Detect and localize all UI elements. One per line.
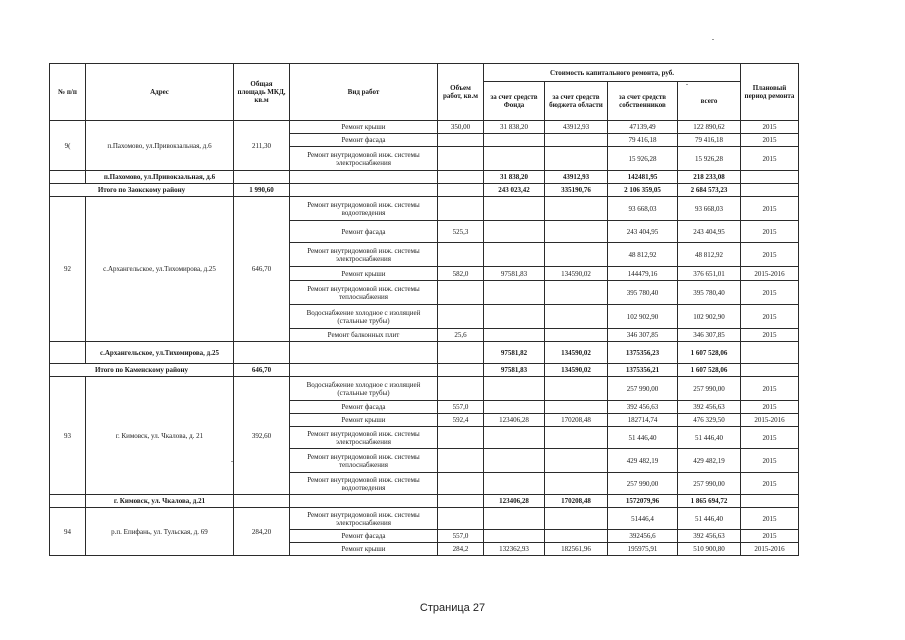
group-num: 94	[50, 508, 86, 556]
work-type: Ремонт фасада	[290, 221, 438, 243]
cost-owners: 1375356,23	[608, 342, 678, 364]
subtotal-address: с.Архангельское, ул.Тихомирова, д.25	[86, 342, 234, 364]
group-address: р.п. Епифань, ул. Тульская, д. 69	[86, 508, 234, 556]
work-type: Водоснабжение холодное с изоляцией (стальные трубы)	[290, 377, 438, 401]
blank-cell	[438, 184, 484, 197]
period: 2015	[741, 305, 799, 329]
cost-fund	[484, 530, 545, 543]
header-total: всего	[678, 82, 741, 121]
cost-region: 182561,96	[545, 543, 608, 556]
work-type: Ремонт внутридомовой инж. системы электроснабжения	[290, 508, 438, 530]
cost-fund	[484, 401, 545, 414]
volume	[438, 147, 484, 171]
blank-cell	[438, 171, 484, 184]
work-type: Ремонт крыши	[290, 543, 438, 556]
header-cost-group: Стоимость капитального ремонта, руб.	[484, 64, 741, 82]
cost-region	[545, 221, 608, 243]
blank-cell	[234, 342, 290, 364]
period: 2015-2016	[741, 267, 799, 281]
cost-total: 1 607 528,06	[678, 364, 741, 377]
cost-owners: 93 668,03	[608, 197, 678, 221]
group-address: с.Архангельское, ул.Тихомирова, д.25	[86, 197, 234, 342]
group-area: 284,20	[234, 508, 290, 556]
cost-region: 170208,48	[545, 495, 608, 508]
blank-cell	[741, 171, 799, 184]
cost-total: 1 865 694,72	[678, 495, 741, 508]
scan-speck	[712, 39, 714, 40]
cost-fund	[484, 281, 545, 305]
subtotal-row	[50, 495, 799, 508]
blank-cell	[234, 495, 290, 508]
page-number: Страница 27	[419, 602, 486, 614]
cost-owners: 15 926,28	[608, 147, 678, 171]
cost-fund: 97581,83	[484, 364, 545, 377]
district-area: 646,70	[234, 364, 290, 377]
cost-total: 2 684 573,23	[678, 184, 741, 197]
work-type: Ремонт внутридомовой инж. системы электроснабжения	[290, 427, 438, 449]
work-type: Ремонт фасада	[290, 134, 438, 147]
district-total-label: Итого по Заокскому району	[50, 184, 234, 197]
cost-total: 51 446,40	[678, 508, 741, 530]
cost-fund	[484, 377, 545, 401]
table-row	[50, 121, 799, 134]
header-owners: за счет средств собственников	[608, 82, 678, 121]
cost-owners: 2 106 359,05	[608, 184, 678, 197]
blank-cell	[741, 364, 799, 377]
cost-region	[545, 449, 608, 473]
header-region-budget: за счет средств бюджета области	[545, 82, 608, 121]
scan-speck	[231, 461, 233, 462]
cost-total: 257 990,00	[678, 377, 741, 401]
cost-region	[545, 401, 608, 414]
work-type: Ремонт внутридомовой инж. системы теплоснабжения	[290, 449, 438, 473]
table-row	[50, 377, 799, 401]
period: 2015	[741, 530, 799, 543]
group-address: г. Кимовск, ул. Чкалова, д. 21	[86, 377, 234, 495]
cost-region: 43912,93	[545, 121, 608, 134]
header-area: Общая площадь МКД, кв.м	[234, 64, 290, 121]
group-address: п.Пахомово, ул.Привокзальная, д.6	[86, 121, 234, 171]
cost-fund	[484, 147, 545, 171]
cost-total: 346 307,85	[678, 329, 741, 342]
cost-owners: 47139,49	[608, 121, 678, 134]
header-period: Плановый период ремонта	[741, 64, 799, 121]
period: 2015-2016	[741, 414, 799, 427]
work-type: Ремонт внутридомовой инж. системы водоотведения	[290, 473, 438, 495]
work-type: Ремонт фасада	[290, 401, 438, 414]
num-blank	[50, 342, 86, 364]
cost-total: 257 990,00	[678, 473, 741, 495]
cost-owners: 257 990,00	[608, 473, 678, 495]
cost-fund	[484, 134, 545, 147]
cost-total: 122 890,62	[678, 121, 741, 134]
district-total-label: Итого по Каменскому району	[50, 364, 234, 377]
period: 2015	[741, 134, 799, 147]
volume	[438, 449, 484, 473]
work-type: Ремонт балконных плит	[290, 329, 438, 342]
district-total-row	[50, 364, 799, 377]
subtotal-address: г. Кимовск, ул. Чкалова, д.21	[86, 495, 234, 508]
cost-total: 102 902,90	[678, 305, 741, 329]
cost-region	[545, 305, 608, 329]
volume: 557,0	[438, 401, 484, 414]
cost-region: 134590,02	[545, 342, 608, 364]
cost-total: 79 416,18	[678, 134, 741, 147]
cost-total: 392 456,63	[678, 401, 741, 414]
volume	[438, 243, 484, 267]
cost-owners: 144479,16	[608, 267, 678, 281]
subtotal-row	[50, 342, 799, 364]
volume: 25,6	[438, 329, 484, 342]
header-address: Адрес	[86, 64, 234, 121]
work-type: Ремонт фасада	[290, 530, 438, 543]
cost-region	[545, 427, 608, 449]
period: 2015-2016	[741, 543, 799, 556]
cost-region	[545, 530, 608, 543]
cost-owners: 195975,91	[608, 543, 678, 556]
blank-cell	[290, 184, 438, 197]
cost-owners: 392 456,63	[608, 401, 678, 414]
volume: 592,4	[438, 414, 484, 427]
cost-fund: 97581,82	[484, 342, 545, 364]
cost-region	[545, 508, 608, 530]
cost-owners: 51 446,40	[608, 427, 678, 449]
period: 2015	[741, 121, 799, 134]
cost-fund: 31 838,20	[484, 121, 545, 134]
period: 2015	[741, 329, 799, 342]
blank-cell	[290, 171, 438, 184]
cost-region	[545, 147, 608, 171]
period: 2015	[741, 147, 799, 171]
volume	[438, 473, 484, 495]
cost-total: 48 812,92	[678, 243, 741, 267]
cost-owners: 346 307,85	[608, 329, 678, 342]
cost-owners: 429 482,19	[608, 449, 678, 473]
blank-cell	[234, 171, 290, 184]
volume: 284,2	[438, 543, 484, 556]
cost-fund: 123406,28	[484, 495, 545, 508]
cost-region	[545, 281, 608, 305]
cost-fund: 31 838,20	[484, 171, 545, 184]
cost-owners: 1375356,21	[608, 364, 678, 377]
cost-owners: 142481,95	[608, 171, 678, 184]
cost-region: 134590,02	[545, 364, 608, 377]
cost-fund	[484, 508, 545, 530]
volume	[438, 427, 484, 449]
table-row	[50, 508, 799, 530]
cost-region	[545, 473, 608, 495]
subtotal-row	[50, 171, 799, 184]
cost-region	[545, 243, 608, 267]
cost-owners: 182714,74	[608, 414, 678, 427]
blank-cell	[741, 184, 799, 197]
volume	[438, 305, 484, 329]
cost-region	[545, 197, 608, 221]
group-num: 9(	[50, 121, 86, 171]
period: 2015	[741, 401, 799, 414]
cost-region: 43912,93	[545, 171, 608, 184]
blank-cell	[741, 495, 799, 508]
group-num: 93	[50, 377, 86, 495]
work-type: Ремонт внутридомовой инж. системы теплоснабжения	[290, 281, 438, 305]
blank-cell	[290, 364, 438, 377]
header-work-type: Вид работ	[290, 64, 438, 121]
cost-total: 429 482,19	[678, 449, 741, 473]
period: 2015	[741, 281, 799, 305]
cost-total: 1 607 528,06	[678, 342, 741, 364]
blank-cell	[741, 342, 799, 364]
table-row	[50, 197, 799, 221]
cost-total: 510 900,80	[678, 543, 741, 556]
blank-cell	[290, 495, 438, 508]
district-total-row	[50, 184, 799, 197]
work-type: Ремонт крыши	[290, 267, 438, 281]
period: 2015	[741, 221, 799, 243]
header-fund: за счет средств Фонда	[484, 82, 545, 121]
cost-total: 243 404,95	[678, 221, 741, 243]
cost-region: 170208,48	[545, 414, 608, 427]
subtotal-address: п.Пахомово, ул.Привокзальная, д.6	[86, 171, 234, 184]
group-area: 211,30	[234, 121, 290, 171]
work-type: Ремонт внутридомовой инж. системы электроснабжения	[290, 147, 438, 171]
cost-fund: 243 023,42	[484, 184, 545, 197]
volume	[438, 197, 484, 221]
volume	[438, 281, 484, 305]
group-area: 646,70	[234, 197, 290, 342]
blank-cell	[438, 342, 484, 364]
cost-total: 93 668,03	[678, 197, 741, 221]
cost-region: 335190,76	[545, 184, 608, 197]
cost-owners: 102 902,90	[608, 305, 678, 329]
work-type: Ремонт внутридомовой инж. системы электроснабжения	[290, 243, 438, 267]
volume	[438, 377, 484, 401]
cost-fund: 123406,28	[484, 414, 545, 427]
cost-owners: 392456,6	[608, 530, 678, 543]
volume: 350,00	[438, 121, 484, 134]
cost-fund: 97581,83	[484, 267, 545, 281]
volume: 582,0	[438, 267, 484, 281]
period: 2015	[741, 377, 799, 401]
work-type: Ремонт внутридомовой инж. системы водоотведения	[290, 197, 438, 221]
cost-fund	[484, 243, 545, 267]
period: 2015	[741, 197, 799, 221]
period: 2015	[741, 243, 799, 267]
volume	[438, 508, 484, 530]
period: 2015	[741, 427, 799, 449]
capital-repair-table	[49, 63, 799, 556]
period: 2015	[741, 449, 799, 473]
cost-region	[545, 329, 608, 342]
volume	[438, 134, 484, 147]
cost-total: 376 651,01	[678, 267, 741, 281]
cost-fund	[484, 473, 545, 495]
header-volume: Объем работ, кв.м	[438, 64, 484, 121]
volume: 557,0	[438, 530, 484, 543]
cost-owners: 257 990,00	[608, 377, 678, 401]
cost-fund	[484, 197, 545, 221]
work-type: Ремонт крыши	[290, 414, 438, 427]
cost-region: 134590,02	[545, 267, 608, 281]
blank-cell	[438, 364, 484, 377]
cost-fund	[484, 305, 545, 329]
cost-owners: 51446,4	[608, 508, 678, 530]
work-type: Ремонт крыши	[290, 121, 438, 134]
cost-fund: 132362,93	[484, 543, 545, 556]
cost-total: 395 780,40	[678, 281, 741, 305]
cost-fund	[484, 221, 545, 243]
period: 2015	[741, 508, 799, 530]
cost-total: 218 233,08	[678, 171, 741, 184]
header-num: № п/п	[50, 64, 86, 121]
period: 2015	[741, 473, 799, 495]
cost-owners: 1572079,96	[608, 495, 678, 508]
cost-region	[545, 377, 608, 401]
cost-total: 476 329,50	[678, 414, 741, 427]
cost-fund	[484, 329, 545, 342]
blank-cell	[290, 342, 438, 364]
cost-fund	[484, 427, 545, 449]
group-area: 392,60	[234, 377, 290, 495]
cost-total: 51 446,40	[678, 427, 741, 449]
work-type: Водоснабжение холодное с изоляцией (стальные трубы)	[290, 305, 438, 329]
cost-fund	[484, 449, 545, 473]
num-blank	[50, 171, 86, 184]
volume: 525,3	[438, 221, 484, 243]
cost-total: 15 926,28	[678, 147, 741, 171]
cost-region	[545, 134, 608, 147]
cost-total: 392 456,63	[678, 530, 741, 543]
district-area: 1 990,60	[234, 184, 290, 197]
cost-owners: 243 404,95	[608, 221, 678, 243]
cost-owners: 395 780,40	[608, 281, 678, 305]
scan-speck	[686, 84, 688, 85]
cost-owners: 48 812,92	[608, 243, 678, 267]
num-blank	[50, 495, 86, 508]
group-num: 92	[50, 197, 86, 342]
blank-cell	[438, 495, 484, 508]
cost-owners: 79 416,18	[608, 134, 678, 147]
